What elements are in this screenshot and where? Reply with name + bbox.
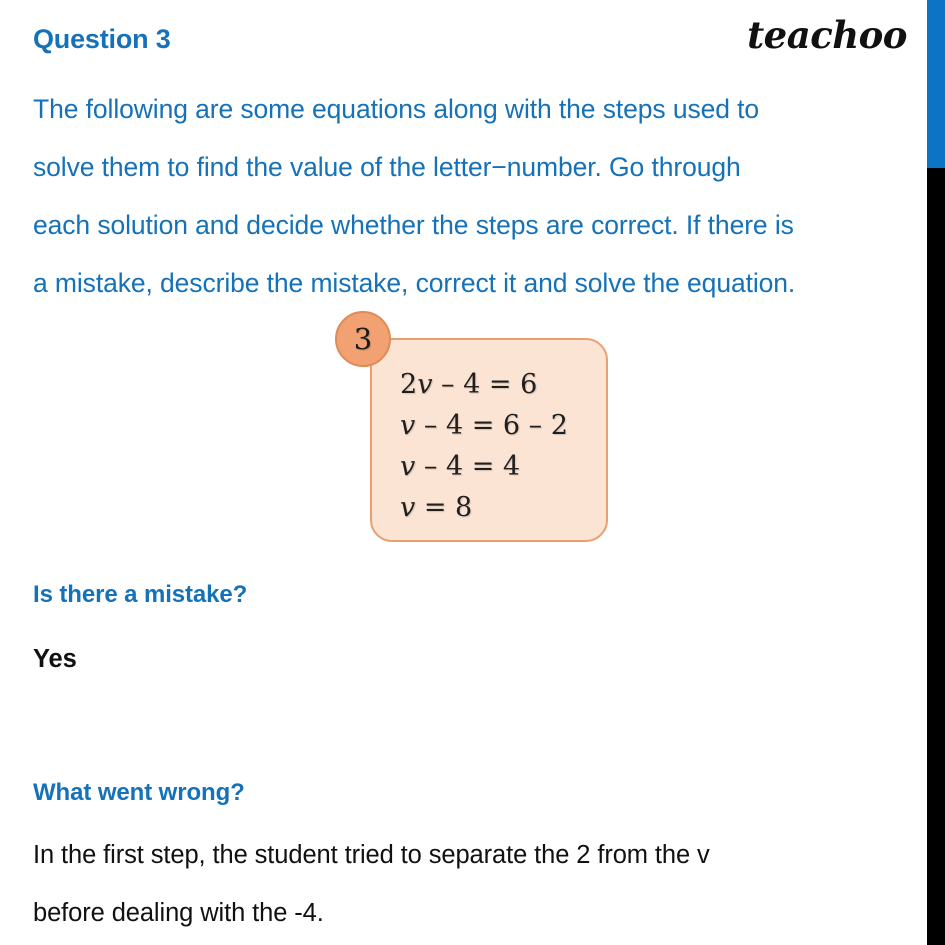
prompt-line: The following are some equations along with the steps used to (33, 94, 760, 124)
right-edge-strip-black (927, 168, 945, 945)
equation-step-rest: – 4 = 6 – 2 (415, 410, 568, 441)
equation-number-badge: 3 (335, 311, 391, 367)
equation-step-variable: v (400, 410, 416, 441)
equation-step-variable: v (400, 451, 416, 482)
right-edge-strip-blue (927, 0, 945, 168)
equation-step-rest: = 8 (415, 492, 473, 523)
mistake-answer-text: Yes (33, 645, 77, 673)
equation-step-lhs: 2 (400, 369, 418, 400)
equation-step (400, 364, 568, 405)
equation-step (400, 405, 568, 446)
prompt-line: solve them to find the value of the letter−number. Go through (33, 152, 741, 182)
equation-step-rest: – 4 = 6 (432, 369, 538, 400)
mistake-question-heading: Is there a mistake? (33, 581, 248, 608)
equation-figure (335, 311, 615, 546)
explanation-line: before dealing with the -4. (33, 899, 324, 927)
equation-step (400, 446, 568, 487)
prompt-line: each solution and decide whether the steps are correct. If there is (33, 210, 794, 240)
equation-step-variable: v (400, 492, 416, 523)
equation-step (400, 487, 568, 528)
equation-steps (400, 364, 568, 528)
what-went-wrong-heading: What went wrong? (33, 779, 245, 806)
page-title: Question 3 (33, 24, 171, 54)
question-prompt (33, 80, 903, 312)
teachoo-logo: teachoo (747, 13, 907, 57)
prompt-line: a mistake, describe the mistake, correct it and solve the equation. (33, 268, 796, 298)
equation-step-variable: v (417, 369, 433, 400)
equation-step-rest: – 4 = 4 (415, 451, 521, 482)
explanation-line: In the first step, the student tried to separate the 2 from the v (33, 841, 710, 869)
